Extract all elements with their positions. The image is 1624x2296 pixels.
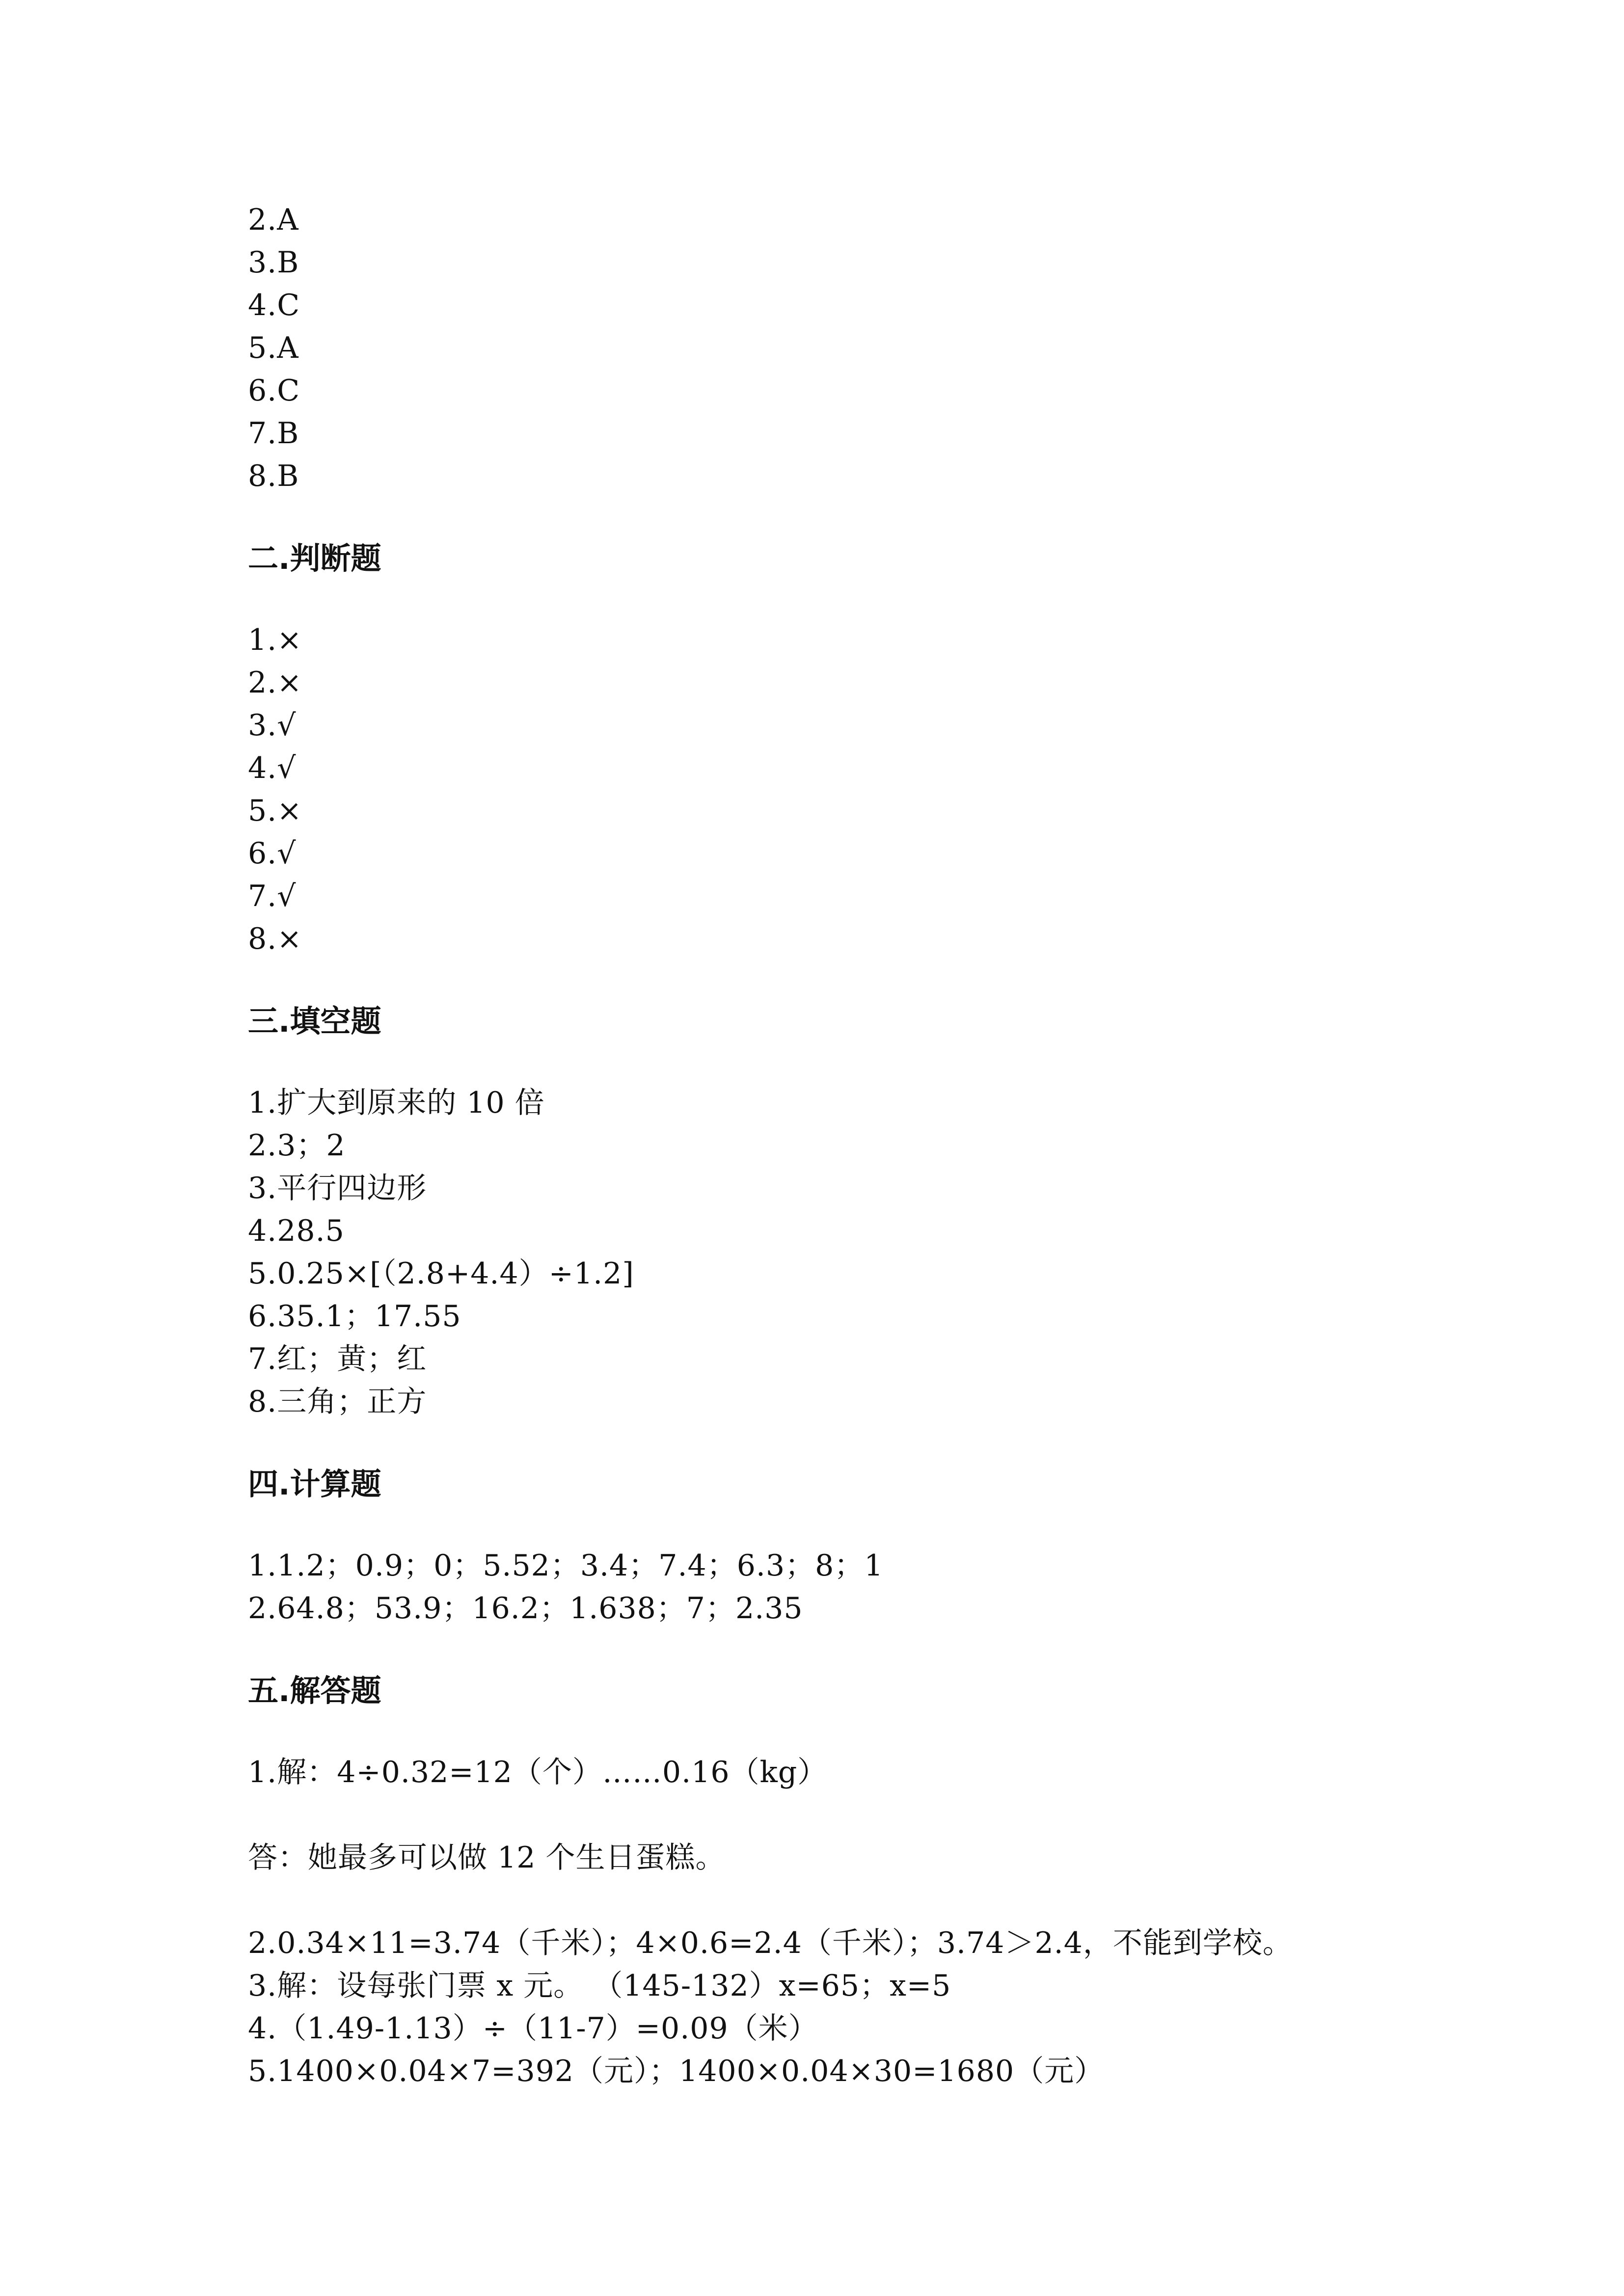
answer-item: 8.B (248, 459, 299, 493)
answer-item: 3.B (248, 245, 299, 280)
answer-item: 4.（1.49-1.13）÷（11-7）=0.09（米） (248, 2011, 818, 2046)
answer-item: 7.红；黄；红 (248, 1342, 427, 1376)
answer-sheet (248, 199, 1426, 2093)
answer-item: 4.√ (248, 751, 297, 785)
answer-item: 6.35.1；17.55 (248, 1299, 461, 1334)
section-heading: 三.填空题 (248, 1003, 381, 1039)
answer-item: 6.C (248, 374, 300, 408)
answer-item: 2.64.8；53.9；16.2；1.638；7；2.35 (248, 1591, 803, 1626)
section-2-true-false (248, 537, 1426, 961)
section-4-calculation (248, 1463, 1426, 1630)
answer-item: 2.0.34×11=3.74（千米）；4×0.6=2.4（千米）；3.74＞2.4，不能到学校。 (248, 1926, 1293, 1960)
answer-item: 2.× (248, 666, 302, 700)
answer-item: 2.A (248, 203, 299, 237)
answer-item: 5.1400×0.04×7=392（元）；1400×0.04×30=1680（元） (248, 2054, 1105, 2088)
answer-conclusion: 答：她最多可以做 12 个生日蛋糕。 (248, 1841, 726, 1875)
answer-item: 5.A (248, 331, 299, 365)
answer-item: 5.0.25×[（2.8+4.4）÷1.2] (248, 1256, 634, 1291)
answer-item: 3.√ (248, 708, 297, 743)
answer-item: 3.平行四边形 (248, 1171, 427, 1205)
section-5-word-problems (248, 1669, 1426, 2093)
section-heading: 四.计算题 (248, 1466, 381, 1502)
section-heading: 二.判断题 (248, 540, 381, 576)
answer-item: 8.× (248, 922, 302, 956)
answer-item: 7.B (248, 416, 299, 451)
answer-item: 1.× (248, 623, 302, 657)
answer-item: 1.1.2；0.9；0；5.52；3.4；7.4；6.3；8；1 (248, 1548, 884, 1583)
answer-item: 1.解：4÷0.32=12（个）……0.16（kg） (248, 1755, 828, 1789)
answer-item: 8.三角；正方 (248, 1385, 427, 1419)
answer-item: 3.解：设每张门票 x 元。 （145-132）x=65；x=5 (248, 1969, 951, 2003)
answer-item: 5.× (248, 794, 302, 828)
answer-item: 7.√ (248, 879, 297, 913)
section-3-fill-in (248, 1000, 1426, 1423)
answer-item: 2.3；2 (248, 1128, 346, 1163)
answer-item: 6.√ (248, 836, 297, 871)
answer-item: 4.C (248, 288, 300, 322)
section-heading: 五.解答题 (248, 1673, 381, 1709)
answer-item: 1.扩大到原来的 10 倍 (248, 1086, 545, 1120)
section-1-answers (248, 199, 1426, 498)
answer-item: 4.28.5 (248, 1214, 345, 1248)
